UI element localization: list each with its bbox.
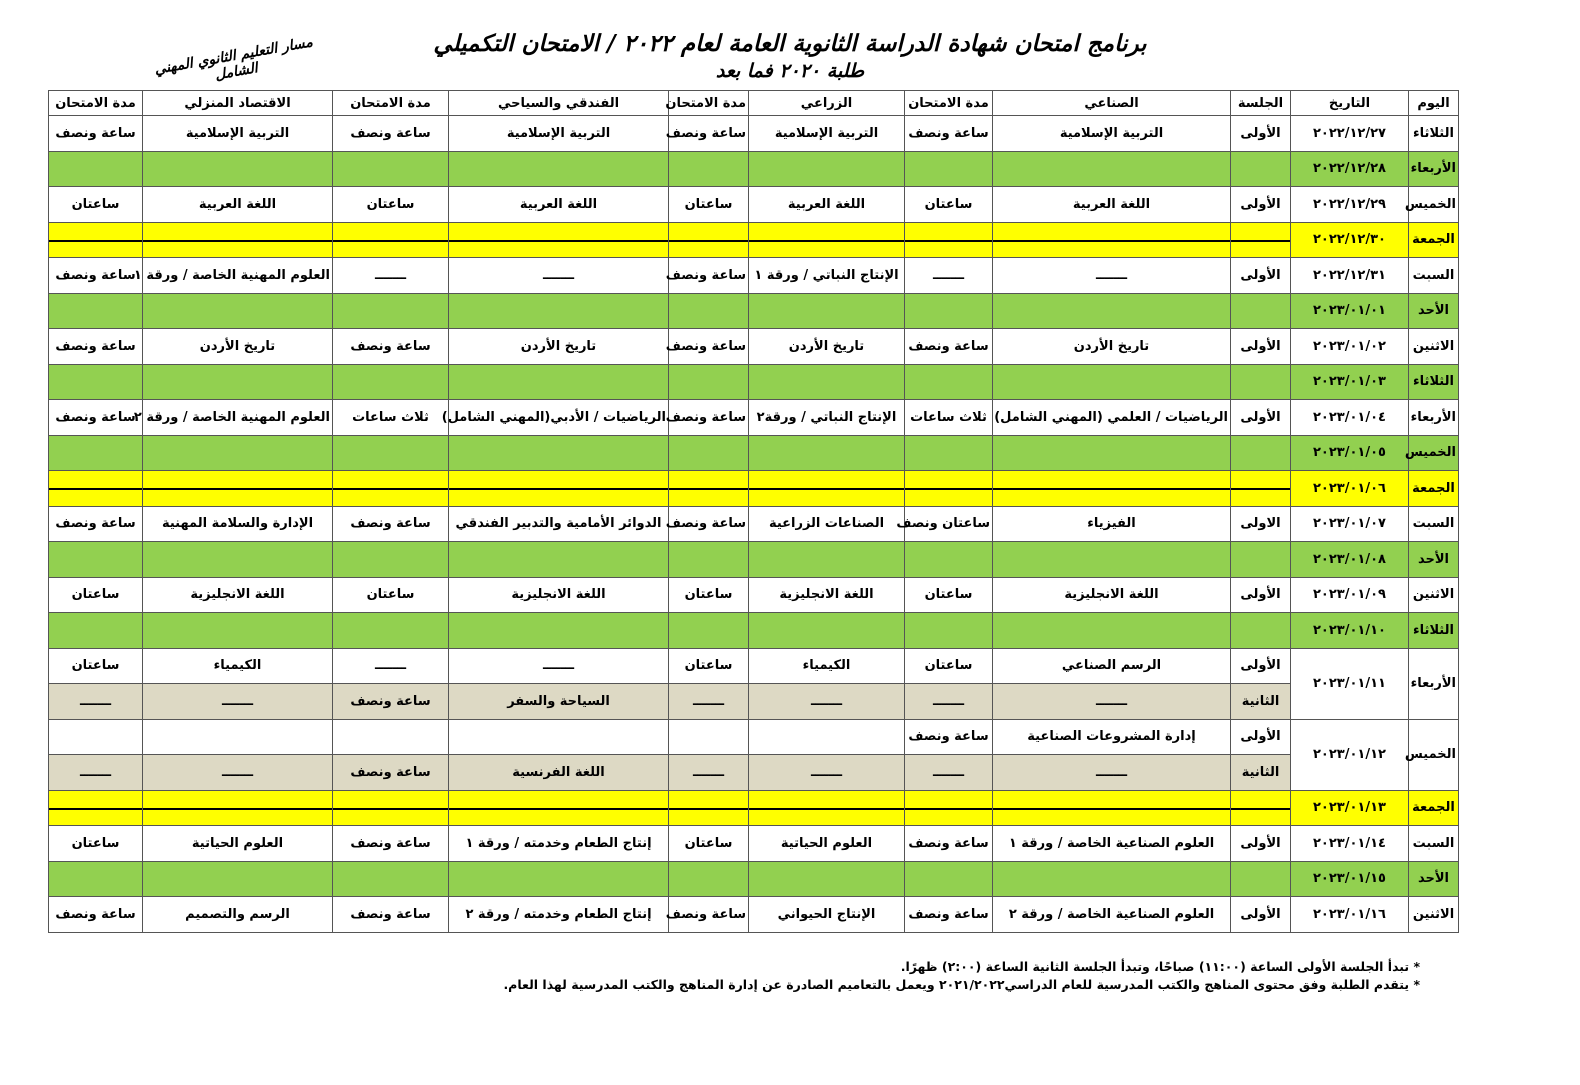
hotel-duration: ساعة ونصف bbox=[333, 116, 449, 152]
header-industrial: الصناعي bbox=[993, 91, 1231, 116]
industrial-duration: ساعة ونصف bbox=[905, 826, 993, 862]
header-day: اليوم bbox=[1409, 91, 1459, 116]
industrial-subject: اللغة العربية bbox=[993, 187, 1231, 223]
hotel-duration: ساعة ونصف bbox=[333, 897, 449, 933]
home-duration: ساعة ونصف bbox=[49, 506, 143, 542]
table-row bbox=[49, 222, 1459, 258]
date-cell: ٢٠٢٢/١٢/٣٠ bbox=[1291, 222, 1409, 258]
session-cell: الأولى bbox=[1231, 400, 1291, 436]
hotel-duration: ساعة ونصف bbox=[333, 826, 449, 862]
date-cell: ٢٠٢٣/٠١/١١ bbox=[1291, 648, 1409, 719]
session-cell: الأولى bbox=[1231, 258, 1291, 294]
agricultural-duration: ساعتان bbox=[669, 577, 749, 613]
industrial-duration: ساعتان ونصف bbox=[905, 506, 993, 542]
day-cell: السبت bbox=[1409, 506, 1459, 542]
day-cell: السبت bbox=[1409, 826, 1459, 862]
date-cell: ٢٠٢٣/٠١/٠٣ bbox=[1291, 364, 1409, 400]
agricultural-duration: ساعة ونصف bbox=[669, 116, 749, 152]
date-cell: ٢٠٢٣/٠١/١٥ bbox=[1291, 861, 1409, 897]
industrial-subject: العلوم الصناعية الخاصة / ورقة ١ bbox=[993, 826, 1231, 862]
industrial-subject: اللغة الانجليزية bbox=[993, 577, 1231, 613]
date-cell: ٢٠٢٣/٠١/٠٥ bbox=[1291, 435, 1409, 471]
table-row bbox=[49, 613, 1459, 649]
date-cell: ٢٠٢٣/٠١/٠٦ bbox=[1291, 471, 1409, 507]
home-duration: ـــــــ bbox=[49, 755, 143, 791]
day-cell: الاثنين bbox=[1409, 329, 1459, 365]
industrial-duration: ثلاث ساعات bbox=[905, 400, 993, 436]
table-row bbox=[49, 293, 1459, 329]
table-row bbox=[49, 542, 1459, 578]
date-cell: ٢٠٢٣/٠١/٠٢ bbox=[1291, 329, 1409, 365]
session-cell: الأولى bbox=[1231, 897, 1291, 933]
table-row bbox=[49, 151, 1459, 187]
day-cell: الثلاثاء bbox=[1409, 613, 1459, 649]
agricultural-duration: ـــــــ bbox=[669, 684, 749, 720]
page-title: برنامج امتحان شهادة الدراسة الثانوية العامة لعام ٢٠٢٢ / الامتحان التكميلي bbox=[433, 30, 1147, 57]
date-cell: ٢٠٢٣/٠١/١٣ bbox=[1291, 790, 1409, 826]
hotel-duration: ساعتان bbox=[333, 187, 449, 223]
date-cell: ٢٠٢٢/١٢/٢٨ bbox=[1291, 151, 1409, 187]
table-row bbox=[49, 187, 1459, 223]
industrial-duration: ـــــــ bbox=[905, 684, 993, 720]
date-cell: ٢٠٢٢/١٢/٢٩ bbox=[1291, 187, 1409, 223]
industrial-duration: ساعة ونصف bbox=[905, 116, 993, 152]
agricultural-subject: الإنتاج النباتي / ورقة ١ bbox=[749, 258, 905, 294]
day-cell: الأربعاء bbox=[1409, 400, 1459, 436]
header-hotel-tourism: الفندقي والسياحي bbox=[449, 91, 669, 116]
agricultural-subject: اللغة العربية bbox=[749, 187, 905, 223]
home-subject: اللغة الانجليزية bbox=[143, 577, 333, 613]
agricultural-duration: ساعة ونصف bbox=[669, 400, 749, 436]
agricultural-duration: ساعة ونصف bbox=[669, 329, 749, 365]
home-duration: ساعة ونصف bbox=[49, 258, 143, 294]
table-row bbox=[49, 400, 1459, 436]
day-cell: الخميس bbox=[1409, 719, 1459, 790]
agricultural-subject: ـــــــ bbox=[749, 755, 905, 791]
home-subject: ـــــــ bbox=[143, 755, 333, 791]
day-cell: الخميس bbox=[1409, 435, 1459, 471]
hotel-duration: ساعة ونصف bbox=[333, 684, 449, 720]
hotel-subject: اللغة الفرنسية bbox=[449, 755, 669, 791]
home-subject: العلوم الحياتية bbox=[143, 826, 333, 862]
table-row bbox=[49, 684, 1459, 720]
strike-line bbox=[1231, 488, 1290, 490]
agricultural-duration: ـــــــ bbox=[669, 755, 749, 791]
home-duration: ساعتان bbox=[49, 648, 143, 684]
date-cell: ٢٠٢٣/٠١/٠٨ bbox=[1291, 542, 1409, 578]
agricultural-subject: الإنتاج النباتي / ورقة٢ bbox=[749, 400, 905, 436]
session-cell: الاولى bbox=[1231, 506, 1291, 542]
table-row bbox=[49, 506, 1459, 542]
session-cell: الأولى bbox=[1231, 648, 1291, 684]
hotel-subject bbox=[449, 719, 669, 755]
home-subject: اللغة العربية bbox=[143, 187, 333, 223]
day-cell: الخميس bbox=[1409, 187, 1459, 223]
home-subject: العلوم المهنية الخاصة / ورقة ١ bbox=[143, 258, 333, 294]
industrial-subject: ـــــــ bbox=[993, 755, 1231, 791]
day-cell: الثلاثاء bbox=[1409, 116, 1459, 152]
date-cell: ٢٠٢٣/٠١/١٦ bbox=[1291, 897, 1409, 933]
industrial-subject: إدارة المشروعات الصناعية bbox=[993, 719, 1231, 755]
header-session: الجلسة bbox=[1231, 91, 1291, 116]
table-row bbox=[49, 648, 1459, 684]
hotel-duration bbox=[333, 719, 449, 755]
day-cell: الجمعة bbox=[1409, 471, 1459, 507]
day-cell: الأحد bbox=[1409, 293, 1459, 329]
hotel-duration: ساعة ونصف bbox=[333, 329, 449, 365]
home-subject: ـــــــ bbox=[143, 684, 333, 720]
header-home-economics: الاقتصاد المنزلي bbox=[143, 91, 333, 116]
date-cell: ٢٠٢٢/١٢/٢٧ bbox=[1291, 116, 1409, 152]
date-cell: ٢٠٢٣/٠١/٠٩ bbox=[1291, 577, 1409, 613]
exam-schedule-table bbox=[48, 90, 1459, 933]
hotel-subject: الدوائر الأمامية والتدبير الفندقي bbox=[449, 506, 669, 542]
strike-line bbox=[1231, 808, 1290, 810]
date-cell: ٢٠٢٣/٠١/١٤ bbox=[1291, 826, 1409, 862]
day-cell: الجمعة bbox=[1409, 790, 1459, 826]
table-row bbox=[49, 471, 1459, 507]
home-duration bbox=[49, 719, 143, 755]
agricultural-duration: ساعة ونصف bbox=[669, 258, 749, 294]
hotel-subject: السياحة والسفر bbox=[449, 684, 669, 720]
hotel-duration: ساعة ونصف bbox=[333, 755, 449, 791]
home-duration: ساعتان bbox=[49, 577, 143, 613]
industrial-subject: ـــــــ bbox=[993, 258, 1231, 294]
day-cell: الأربعاء bbox=[1409, 648, 1459, 719]
home-duration: ساعتان bbox=[49, 826, 143, 862]
hotel-subject: ـــــــ bbox=[449, 258, 669, 294]
agricultural-subject: الإنتاج الحيواني bbox=[749, 897, 905, 933]
hotel-subject: اللغة الانجليزية bbox=[449, 577, 669, 613]
header-row bbox=[49, 91, 1459, 116]
industrial-duration: ـــــــ bbox=[905, 755, 993, 791]
agricultural-subject: اللغة الانجليزية bbox=[749, 577, 905, 613]
table-row bbox=[49, 719, 1459, 755]
home-subject: الرسم والتصميم bbox=[143, 897, 333, 933]
industrial-subject: التربية الإسلامية bbox=[993, 116, 1231, 152]
day-cell: الأحد bbox=[1409, 542, 1459, 578]
industrial-subject: تاريخ الأردن bbox=[993, 329, 1231, 365]
industrial-duration: ـــــــ bbox=[905, 258, 993, 294]
header-duration: مدة الامتحان bbox=[669, 91, 749, 116]
industrial-duration: ساعة ونصف bbox=[905, 719, 993, 755]
strike-line bbox=[1231, 240, 1290, 242]
industrial-subject: الرياضيات / العلمي (المهني الشامل) bbox=[993, 400, 1231, 436]
industrial-subject: ـــــــ bbox=[993, 684, 1231, 720]
home-duration: ساعة ونصف bbox=[49, 116, 143, 152]
agricultural-subject: الصناعات الزراعية bbox=[749, 506, 905, 542]
hotel-subject: ـــــــ bbox=[449, 648, 669, 684]
table-row bbox=[49, 116, 1459, 152]
home-subject bbox=[143, 719, 333, 755]
home-duration: ساعة ونصف bbox=[49, 400, 143, 436]
industrial-duration: ساعة ونصف bbox=[905, 897, 993, 933]
session-cell: الثانية bbox=[1231, 684, 1291, 720]
home-subject: الكيمياء bbox=[143, 648, 333, 684]
home-duration: ساعة ونصف bbox=[49, 897, 143, 933]
home-subject: الإدارة والسلامة المهنية bbox=[143, 506, 333, 542]
industrial-duration: ساعة ونصف bbox=[905, 329, 993, 365]
agricultural-subject bbox=[749, 719, 905, 755]
date-cell: ٢٠٢٣/٠١/٠٤ bbox=[1291, 400, 1409, 436]
session-cell: الأولى bbox=[1231, 329, 1291, 365]
industrial-subject: الرسم الصناعي bbox=[993, 648, 1231, 684]
hotel-duration: ساعتان bbox=[333, 577, 449, 613]
industrial-duration: ساعتان bbox=[905, 577, 993, 613]
agricultural-subject: ـــــــ bbox=[749, 684, 905, 720]
day-cell: الاثنين bbox=[1409, 577, 1459, 613]
agricultural-duration: ساعتان bbox=[669, 187, 749, 223]
industrial-subject: الفيزياء bbox=[993, 506, 1231, 542]
industrial-duration: ساعتان bbox=[905, 187, 993, 223]
footnote-curriculum: * يتقدم الطلبة وفق محتوى المناهج والكتب المدرسية للعام الدراسي٢٠٢١/٢٠٢٢ ويعمل بالتعاميم الصادرة عن إدارة المناهج والكتب المدرسية لهذا العام. bbox=[503, 977, 1420, 992]
hotel-duration: ثلاث ساعات bbox=[333, 400, 449, 436]
session-cell: الأولى bbox=[1231, 187, 1291, 223]
agricultural-duration: ساعة ونصف bbox=[669, 897, 749, 933]
agricultural-duration: ساعة ونصف bbox=[669, 506, 749, 542]
session-cell: الأولى bbox=[1231, 826, 1291, 862]
agricultural-duration: ساعتان bbox=[669, 648, 749, 684]
table-row bbox=[49, 435, 1459, 471]
date-cell: ٢٠٢٣/٠١/٠٧ bbox=[1291, 506, 1409, 542]
date-cell: ٢٠٢٣/٠١/١٢ bbox=[1291, 719, 1409, 790]
home-subject: تاريخ الأردن bbox=[143, 329, 333, 365]
header-duration: مدة الامتحان bbox=[333, 91, 449, 116]
header-duration: مدة الامتحان bbox=[905, 91, 993, 116]
page-subtitle: طلبة ٢٠٢٠ فما بعد bbox=[715, 60, 865, 82]
table-row bbox=[49, 861, 1459, 897]
hotel-duration: ساعة ونصف bbox=[333, 506, 449, 542]
industrial-duration: ساعتان bbox=[905, 648, 993, 684]
agricultural-duration: ساعتان bbox=[669, 826, 749, 862]
session-cell: الأولى bbox=[1231, 577, 1291, 613]
hotel-duration: ـــــــ bbox=[333, 648, 449, 684]
home-duration: ـــــــ bbox=[49, 684, 143, 720]
footnote-session-times: * تبدأ الجلسة الأولى الساعة (١١:٠٠) صباحًا، وتبدأ الجلسة الثانية الساعة (٢:٠٠) ظهرًا. bbox=[900, 959, 1420, 974]
agricultural-subject: تاريخ الأردن bbox=[749, 329, 905, 365]
hotel-subject: اللغة العربية bbox=[449, 187, 669, 223]
agricultural-subject: التربية الإسلامية bbox=[749, 116, 905, 152]
home-subject: التربية الإسلامية bbox=[143, 116, 333, 152]
session-cell: الأولى bbox=[1231, 116, 1291, 152]
header-date: التاريخ bbox=[1291, 91, 1409, 116]
track-label: مسار التعليم الثانوي المهني الشامل bbox=[153, 34, 314, 84]
table-row bbox=[49, 577, 1459, 613]
day-cell: السبت bbox=[1409, 258, 1459, 294]
date-cell: ٢٠٢٣/٠١/١٠ bbox=[1291, 613, 1409, 649]
table-row bbox=[49, 755, 1459, 791]
session-cell: الأولى bbox=[1231, 719, 1291, 755]
hotel-subject: إنتاج الطعام وخدمته / ورقة ١ bbox=[449, 826, 669, 862]
agricultural-subject: الكيمياء bbox=[749, 648, 905, 684]
hotel-subject: إنتاج الطعام وخدمته / ورقة ٢ bbox=[449, 897, 669, 933]
header-duration: مدة الامتحان bbox=[49, 91, 143, 116]
table-row bbox=[49, 790, 1459, 826]
day-cell: الأحد bbox=[1409, 861, 1459, 897]
session-cell: الثانية bbox=[1231, 755, 1291, 791]
industrial-subject: العلوم الصناعية الخاصة / ورقة ٢ bbox=[993, 897, 1231, 933]
table-row bbox=[49, 258, 1459, 294]
day-cell: الجمعة bbox=[1409, 222, 1459, 258]
hotel-subject: الرياضيات / الأدبي(المهني الشامل) bbox=[449, 400, 669, 436]
agricultural-duration bbox=[669, 719, 749, 755]
hotel-subject: التربية الإسلامية bbox=[449, 116, 669, 152]
date-cell: ٢٠٢٢/١٢/٣١ bbox=[1291, 258, 1409, 294]
hotel-duration: ـــــــ bbox=[333, 258, 449, 294]
header-agricultural: الزراعي bbox=[749, 91, 905, 116]
day-cell: الثلاثاء bbox=[1409, 364, 1459, 400]
home-subject: العلوم المهنية الخاصة / ورقة ٢ bbox=[143, 400, 333, 436]
day-cell: الاثنين bbox=[1409, 897, 1459, 933]
table-row bbox=[49, 897, 1459, 933]
table-row bbox=[49, 826, 1459, 862]
day-cell: الأربعاء bbox=[1409, 151, 1459, 187]
home-duration: ساعتان bbox=[49, 187, 143, 223]
hotel-subject: تاريخ الأردن bbox=[449, 329, 669, 365]
home-duration: ساعة ونصف bbox=[49, 329, 143, 365]
agricultural-subject: العلوم الحياتية bbox=[749, 826, 905, 862]
date-cell: ٢٠٢٣/٠١/٠١ bbox=[1291, 293, 1409, 329]
footnotes bbox=[380, 958, 1420, 994]
table-row bbox=[49, 329, 1459, 365]
table-row bbox=[49, 364, 1459, 400]
